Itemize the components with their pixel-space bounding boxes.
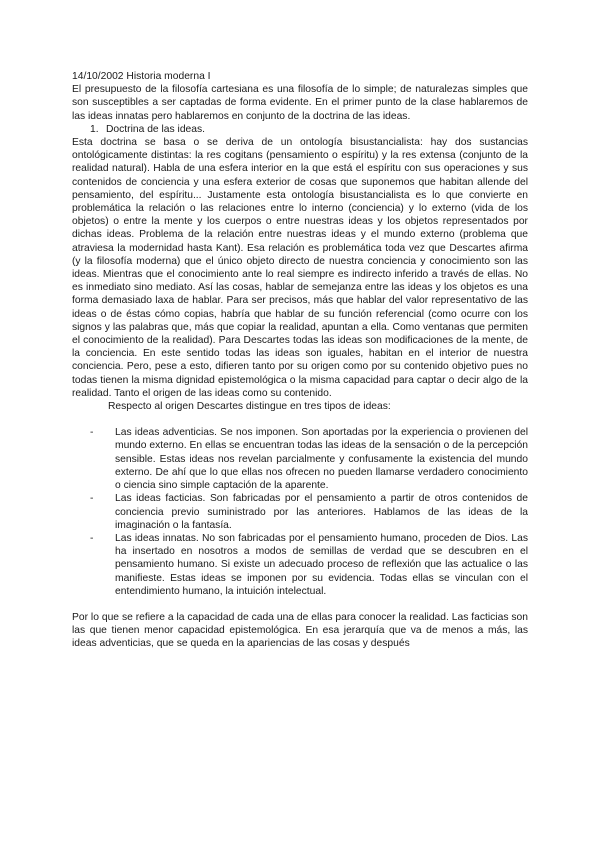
list-item-facticias bbox=[72, 492, 528, 532]
respecto-paragraph: Respecto al origen Descartes distingue en tres tipos de ideas: bbox=[108, 401, 391, 413]
document-header: 14/10/2002 Historia moderna I bbox=[72, 71, 211, 82]
list-item-adventicias bbox=[72, 426, 528, 492]
list-item-text: Las ideas facticias. Son fabricadas por el pensamiento a partir de otros contenidos de conciencia previo suministrado por las anteriores. Hablamos de las ideas de la imaginación o la fantasía. bbox=[115, 493, 528, 531]
bullet-dash: - bbox=[90, 493, 94, 505]
closing-paragraph: Por lo que se refiere a la capacidad de cada una de ellas para conocer la realidad. Las facticias son las que tienen menor capacidad epistemológica. En esa jerarquía que va de menos a más, las ideas adventicias, que se queda en la apariencias de las cosas y después bbox=[72, 611, 528, 650]
idea-types-list bbox=[72, 426, 528, 598]
section-title: Doctrina de las ideas. bbox=[106, 123, 206, 135]
section-number: 1. bbox=[90, 123, 99, 135]
intro-paragraph: El presupuesto de la filosofía cartesiana es una filosofía de lo simple; de naturalezas simples que son susceptibles a ser captadas de forma evidente. En el primer punto de la clase hablaremos de las ideas innatas pero hablaremos en conjunto de la doctrina de las ideas. bbox=[72, 84, 528, 122]
list-item-innatas bbox=[72, 532, 528, 598]
bullet-dash: - bbox=[90, 532, 94, 544]
list-item-text: Las ideas adventicias. Se nos imponen. Son aportadas por la experiencia o provienen del mundo externo. En ellas se encuentran todas las ideas de la sensación o de la percepción sensible. Estas ideas nos revelan parcialmente y confusamente la existencia del mundo externo. De ahí que lo que ellas nos ofrecen no pueden llamarse verdadero conocimiento o ciencia sino simple captación de la aparente. bbox=[115, 427, 528, 492]
list-item-text: Las ideas innatas. No son fabricadas por el pensamiento humano, proceden de Dios. Las ha insertado en nosotros a modos de semillas de verdad que se descubren en el pensamiento humano. Si existe un adecuado proceso de reflexión que las actualice o las manifieste. Estas ideas se imponen por su evidencia. Todas ellas se vinculan con el entendimiento humano, la intuición intelectual. bbox=[115, 532, 528, 597]
bullet-dash: - bbox=[90, 427, 94, 439]
spacer bbox=[72, 598, 528, 611]
body-paragraph: Esta doctrina se basa o se deriva de un ontología bisustancialista: hay dos sustancias ontológicamente distintas: la res cogitans (pensamiento o espíritu) y la res extensa (conjunto de la realidad natural). Habla de una esfera interior en la que está el espíritu con sus operaciones y sus contenidos de conciencia y una esfera exterior de cosas que suponemos que habitan allende del pensamiento, del espíritu... Justamente esta ontología bisustancialista es lo que convierte en problemática la relación o las relaciones entre lo interno (conciencia) y lo externo (vida de los objetos) o entre la mente y los cuerpos o entre nuestras ideas y los objetos representados por dichas ideas. Problema de la relación entre nuestras ideas y el mundo externo (problema que atraviesa la modernidad hasta Kant). Esa relación es problemática toda vez que Descartes afirma (y la filosofía moderna) que el único objeto directo de nuestra conciencia y conocimiento son las ideas. Mientras que el conocimiento ante lo real siempre es indirecto inferido a través de ellas. No es inmediato sino mediato. Así las cosas, hablar de semejanza entre las ideas y los objetos es una forma demasiado laxa de hablar. Para ser precisos, más que hablar del valor representativo de las ideas o de éstas cómo copias, habría que hablar de su función referencial (como ocurre con los signos y las palabras que, más que copiar la realidad, apuntan a ella. Como ventanas que permiten el conocimiento de la realidad). Para Descartes todas las ideas son modificaciones de la mente, de la conciencia. En este sentido todas las ideas son iguales, habitan en el interior de nuestra conciencia. Pero, pese a esto, difieren tanto por su origen como por su contenido objetivo pues no todas tienen la misma dignidad epistemológica o la misma capacidad para captar o decir algo de la realidad. Tanto el origen de las ideas como su contenido. bbox=[72, 137, 528, 399]
document-page bbox=[72, 70, 528, 651]
spacer bbox=[72, 413, 528, 426]
section-heading bbox=[72, 123, 528, 136]
